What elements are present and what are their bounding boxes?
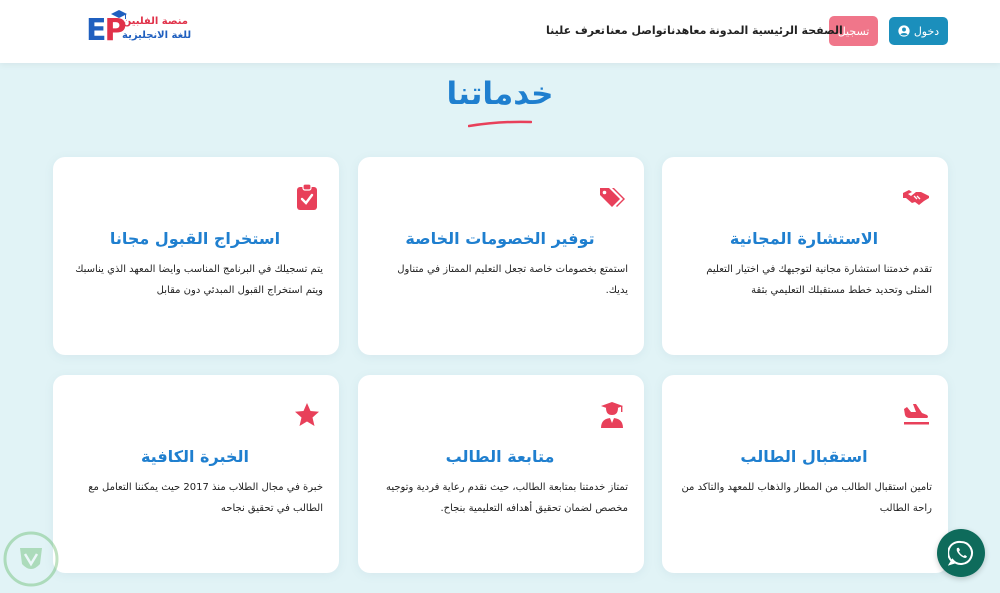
- clipboard-check-icon: [293, 183, 321, 211]
- service-card: [358, 375, 644, 573]
- user-circle-icon: [898, 25, 910, 37]
- watermark-shield-icon: [2, 530, 60, 588]
- logo-mark: EP: [86, 13, 125, 48]
- card-description: يتم تسجيلك في البرنامج المناسب وايضا المعهد الذي يناسبك ويتم استخراج القبول المبدئي دون مقابل: [75, 264, 323, 296]
- tags-icon: [598, 183, 626, 211]
- card-title: الاستشارة المجانية: [729, 229, 879, 248]
- nav-blog[interactable]: المدونة: [709, 24, 749, 37]
- login-button[interactable]: [889, 17, 948, 45]
- nav-home[interactable]: الصفحة الرئيسية: [752, 24, 843, 37]
- card-title: متابعة الطالب: [445, 447, 555, 466]
- card-description: استمتع بخصومات خاصة تجعل التعليم الممتاز في متناول يديك.: [397, 264, 628, 296]
- card-description: تقدم خدمتنا استشارة مجانية لتوجيهك في اختيار التعليم المثلى وتحديد خطط مستقبلك التعليمي بثقة: [706, 264, 932, 296]
- card-description: تمتاز خدمتنا بمتابعة الطالب، حيث نقدم رعاية فردية وتوجيه مخصص لضمان تحقيق أهدافه التعليمية بنجاح.: [385, 482, 628, 514]
- logo-line2: للغة الانجليزية: [122, 30, 192, 41]
- nav-institutes[interactable]: معاهدنا: [667, 24, 707, 37]
- title-underline: [468, 120, 532, 128]
- service-card: [53, 157, 339, 355]
- card-title: توفير الخصومات الخاصة: [405, 229, 595, 248]
- plane-arrival-icon: [902, 401, 930, 429]
- card-title: استقبال الطالب: [740, 447, 868, 466]
- service-card: [662, 375, 948, 573]
- login-label: دخول: [913, 24, 940, 38]
- logo-line1: منصة الفلبين: [122, 16, 188, 27]
- site-logo[interactable]: [86, 10, 190, 52]
- service-card: [53, 375, 339, 573]
- service-card: [358, 157, 644, 355]
- card-title: الخبرة الكافية: [140, 447, 250, 466]
- whatsapp-icon: [948, 540, 974, 566]
- register-label: تسجيل: [837, 24, 870, 38]
- whatsapp-button[interactable]: [937, 529, 985, 577]
- card-title: استخراج القبول مجانا: [109, 229, 281, 248]
- card-description: خبرة في مجال الطلاب منذ 2017 حيث يمكننا التعامل مع الطالب في تحقيق نجاحه: [88, 482, 323, 514]
- nav-contact[interactable]: تواصل معنا: [606, 24, 667, 37]
- section-title: خدماتنا: [446, 76, 554, 112]
- service-card: [662, 157, 948, 355]
- star-icon: [293, 401, 321, 429]
- handshake-icon: [902, 183, 930, 211]
- card-description: تامين استقبال الطالب من المطار والذهاب للمعهد والتاكد من راحة الطالب: [681, 482, 932, 514]
- graduate-icon: [598, 401, 626, 429]
- nav-about[interactable]: تعرف علينا: [546, 24, 605, 37]
- site-header: [0, 0, 1000, 63]
